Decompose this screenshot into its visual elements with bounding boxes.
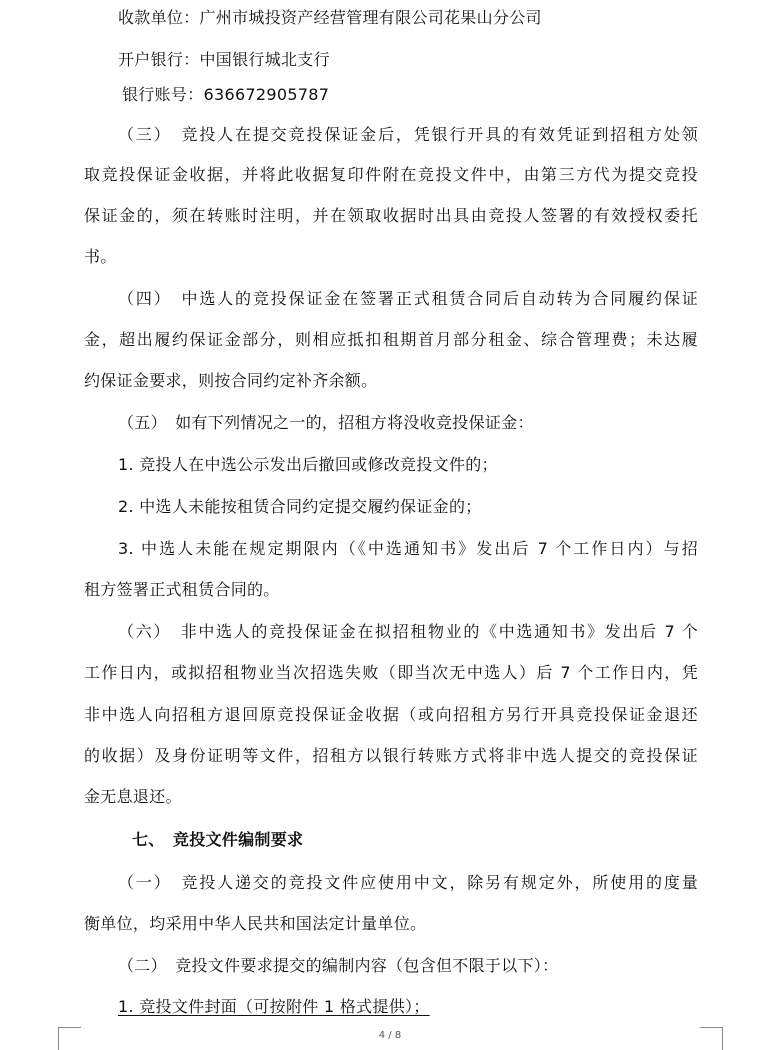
payee-line: 收款单位：广州市城投资产经营管理有限公司花果山分公司 [118,8,542,27]
para-5-item-3-line-2: 租方签署正式租赁合同的。 [84,580,280,599]
para-3-line-3: 保证金的，须在转账时注明，并在领取收据时出具由竞投人签署的有效授权委托 [84,206,698,225]
section-7-heading: 七、 竞投文件编制要求 [132,830,304,849]
para-3-line-2: 取竞投保证金收据，并将此收据复印件附在竞投文件中，由第三方代为提交竞投 [84,165,698,184]
para-4-line-1: （四） 中选人的竞投保证金在签署正式租赁合同后自动转为合同履约保证 [118,289,698,308]
para-3-line-1: （三） 竞投人在提交竞投保证金后，凭银行开具的有效凭证到招租方处领 [118,125,698,144]
para-6-line-4: 的收据）及身份证明等文件，招租方以银行转账方式将非中选人提交的竞投保证 [84,746,698,765]
para-4-line-2: 金，超出履约保证金部分，则相应抵扣租期首月部分租金、综合管理费；未达履 [84,330,698,349]
para-5-item-1: 1. 竞投人在中选公示发出后撤回或修改竞投文件的； [118,455,498,474]
para-5-line-1: （五） 如有下列情况之一的，招租方将没收竞投保证金： [118,413,534,432]
bank-line: 开户银行：中国银行城北支行 [118,50,330,69]
para-6-line-2: 工作日内，或拟招租物业当次招选失败（即当次无中选人）后 7 个工作日内，凭 [84,663,698,682]
para-6-line-1: （六） 非中选人的竞投保证金在拟招租物业的《中选通知书》发出后 7 个 [118,622,698,641]
para-6-line-3: 非中选人向招租方退回原竞投保证金收据（或向招租方另行开具竞投保证金退还 [84,705,698,724]
section-7-1-line-2: 衡单位，均采用中华人民共和国法定计量单位。 [84,914,427,933]
para-5-item-2: 2. 中选人未能按租赁合同约定提交履约保证金的； [118,497,482,516]
para-3-line-4: 书。 [84,247,117,266]
section-7-1-line-1: （一） 竞投人递交的竞投文件应使用中文，除另有规定外，所使用的度量 [118,873,698,892]
account-line: 银行账号：636672905787 [122,85,330,104]
page-number: 4 / 8 [378,1030,402,1041]
para-5-item-3-line-1: 3. 中选人未能在规定期限内（《中选通知书》发出后 7 个工作日内）与招 [118,539,698,558]
section-7-2-line-1: （二） 竞投文件要求提交的编制内容（包含但不限于以下）： [118,956,559,975]
para-6-line-5: 金无息退还。 [84,787,182,806]
para-4-line-3: 约保证金要求，则按合同约定补齐余额。 [84,371,378,390]
section-7-2-item-1: 1. 竞投文件封面（可按附件 1 格式提供）； [118,997,430,1016]
